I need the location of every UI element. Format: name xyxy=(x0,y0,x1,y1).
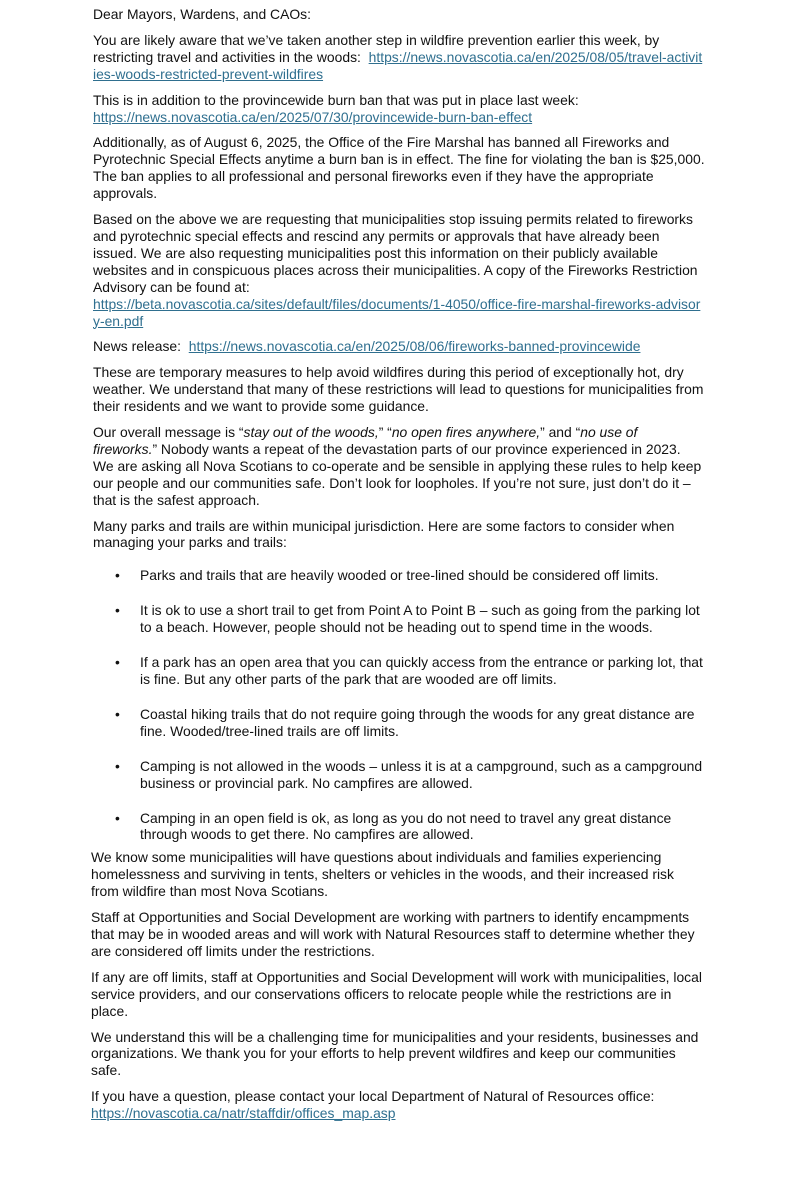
paragraph-temporary-measures: These are temporary measures to help avoid wildfires during this period of exceptionally hot, dry weather. We understand that many of these restrictions will lead to questions for municipalities from their residents and we want to provide some guidance. xyxy=(93,364,704,415)
news-release-label: News release: xyxy=(93,338,182,355)
text-fragment: ” Nobody wants a repeat of the devastation parts of our province experienced in 2023. We are asking all Nova Scotians to co-operate and be sensible in applying these rules to help keep our people and our communities safe. Don’t look for loopholes. If you’re not sure, just don’t do it – that is the safest approach. xyxy=(93,440,702,508)
list-item xyxy=(93,810,705,844)
list-item xyxy=(93,758,705,792)
paragraph-fireworks-ban: Additionally, as of August 6, 2025, the Office of the Fire Marshal has banned all Fireworks and Pyrotechnic Special Effects anytime a burn ban is in effect. The fine for violating the ban is $25,000. The ban applies to all professional and personal fireworks even if they have the appropriate approvals. xyxy=(93,134,705,202)
bullet-icon: • xyxy=(115,567,120,584)
news-release-link[interactable]: https://news.novascotia.ca/en/2025/08/06/fireworks-banned-provincewide xyxy=(188,338,641,355)
closing-section xyxy=(91,849,705,1122)
burn-ban-link[interactable]: https://news.novascotia.ca/en/2025/07/30/provincewide-burn-ban-effect xyxy=(93,108,533,125)
list-item xyxy=(93,567,705,584)
bullet-icon: • xyxy=(115,809,120,826)
fireworks-advisory-link[interactable]: https://beta.novascotia.ca/sites/default/files/documents/1-4050/office-fire-marshal-fireworks-advisory-en.pdf xyxy=(93,295,701,329)
greeting: Dear Mayors, Wardens, and CAOs: xyxy=(93,6,311,22)
message-no-fireworks: no use of fireworks. xyxy=(93,424,638,457)
list-item-text: Camping is not allowed in the woods – unless it is at a campground, such as a campground business or provincial park. No campfires are allowed. xyxy=(140,757,703,791)
message-stay-out: stay out of the woods, xyxy=(243,424,379,441)
factors-list xyxy=(93,567,705,843)
paragraph-burn-ban xyxy=(93,92,705,126)
paragraph-text: This is in addition to the provincewide burn ban that was put in place last week: xyxy=(93,91,579,108)
bullet-icon: • xyxy=(115,705,120,722)
list-item xyxy=(93,706,705,740)
bullet-icon: • xyxy=(115,757,120,774)
travel-restriction-link[interactable]: https://news.novascotia.ca/en/2025/08/05/travel-activities-woods-restricted-prevent-wildfires xyxy=(93,48,703,82)
text-fragment: Our overall message is “ xyxy=(93,424,244,441)
paragraph-permits-request xyxy=(93,211,705,329)
paragraph-parks-trails: Many parks and trails are within municipal jurisdiction. Here are some factors to consider when managing your parks and trails: xyxy=(93,517,675,551)
list-item-text: Coastal hiking trails that do not require going through the woods for any great distance are fine. Wooded/tree-lined trails are off limits. xyxy=(140,705,695,739)
paragraph-encampments: Staff at Opportunities and Social Development are working with partners to identify encampments that may be in wooded areas and will work with Natural Resources staff to determine whether they are considered off limits under the restrictions. xyxy=(91,909,695,959)
message-no-fires: no open fires anywhere, xyxy=(391,424,541,441)
paragraph-text: You are likely aware that we’ve taken another step in wildfire prevention earlier this week, by restricting travel and activities in the woods: xyxy=(93,31,660,65)
bullet-icon: • xyxy=(115,602,120,619)
paragraph-homelessness: We know some municipalities will have questions about individuals and families experiencing homelessness and surviving in tents, shelters or vehicles in the woods, and their increased risk from wildfire than most Nova Scotians. xyxy=(91,849,674,900)
text-fragment: ” and “ xyxy=(540,424,581,441)
paragraph-overall-message xyxy=(93,424,705,509)
bullet-icon: • xyxy=(115,654,120,671)
list-item-text: Parks and trails that are heavily wooded or tree-lined should be considered off limits. xyxy=(140,567,659,584)
letter-body xyxy=(93,6,705,1131)
list-item-text: It is ok to use a short trail to get from Point A to Point B – such as going from the parking lot to a beach. However, people should not be heading out to spend time in the woods. xyxy=(140,602,700,636)
paragraph-thanks: We understand this will be a challenging time for municipalities and your residents, businesses and organizations. We thank you for your efforts to help prevent wildfires and keep our communities safe. xyxy=(91,1028,699,1079)
paragraph-news-release xyxy=(93,338,705,355)
paragraph-travel-restriction xyxy=(93,32,705,83)
list-item-text: If a park has an open area that you can quickly access from the entrance or parking lot, that is fine. But any other parts of the park that are wooded are off limits. xyxy=(140,654,703,687)
offices-map-link[interactable]: https://novascotia.ca/natr/staffdir/offices_map.asp xyxy=(91,1105,396,1122)
paragraph-text: Based on the above we are requesting that municipalities stop issuing permits related to fireworks and pyrotechnic special effects and rescind any permits or approvals that have already been issued. We are also requesting municipalities post this information on their publicly available websites and in conspicuous places across their municipalities. A copy of the Fireworks Restriction Advisory can be found at: xyxy=(93,211,698,295)
text-fragment: ” “ xyxy=(378,424,392,441)
list-item xyxy=(93,602,705,636)
paragraph-relocation: If any are off limits, staff at Opportunities and Social Development will work with municipalities, local service providers, and our conservations officers to relocate people while the restrictions are in place. xyxy=(91,968,702,1019)
list-item-text: Camping in an open field is ok, as long as you do not need to travel any great distance through woods to get there. No campfires are allowed. xyxy=(140,809,672,843)
paragraph-contact xyxy=(91,1088,705,1122)
list-item xyxy=(93,654,705,688)
paragraph-text: If you have a question, please contact your local Department of Natural of Resources office: xyxy=(91,1088,655,1105)
